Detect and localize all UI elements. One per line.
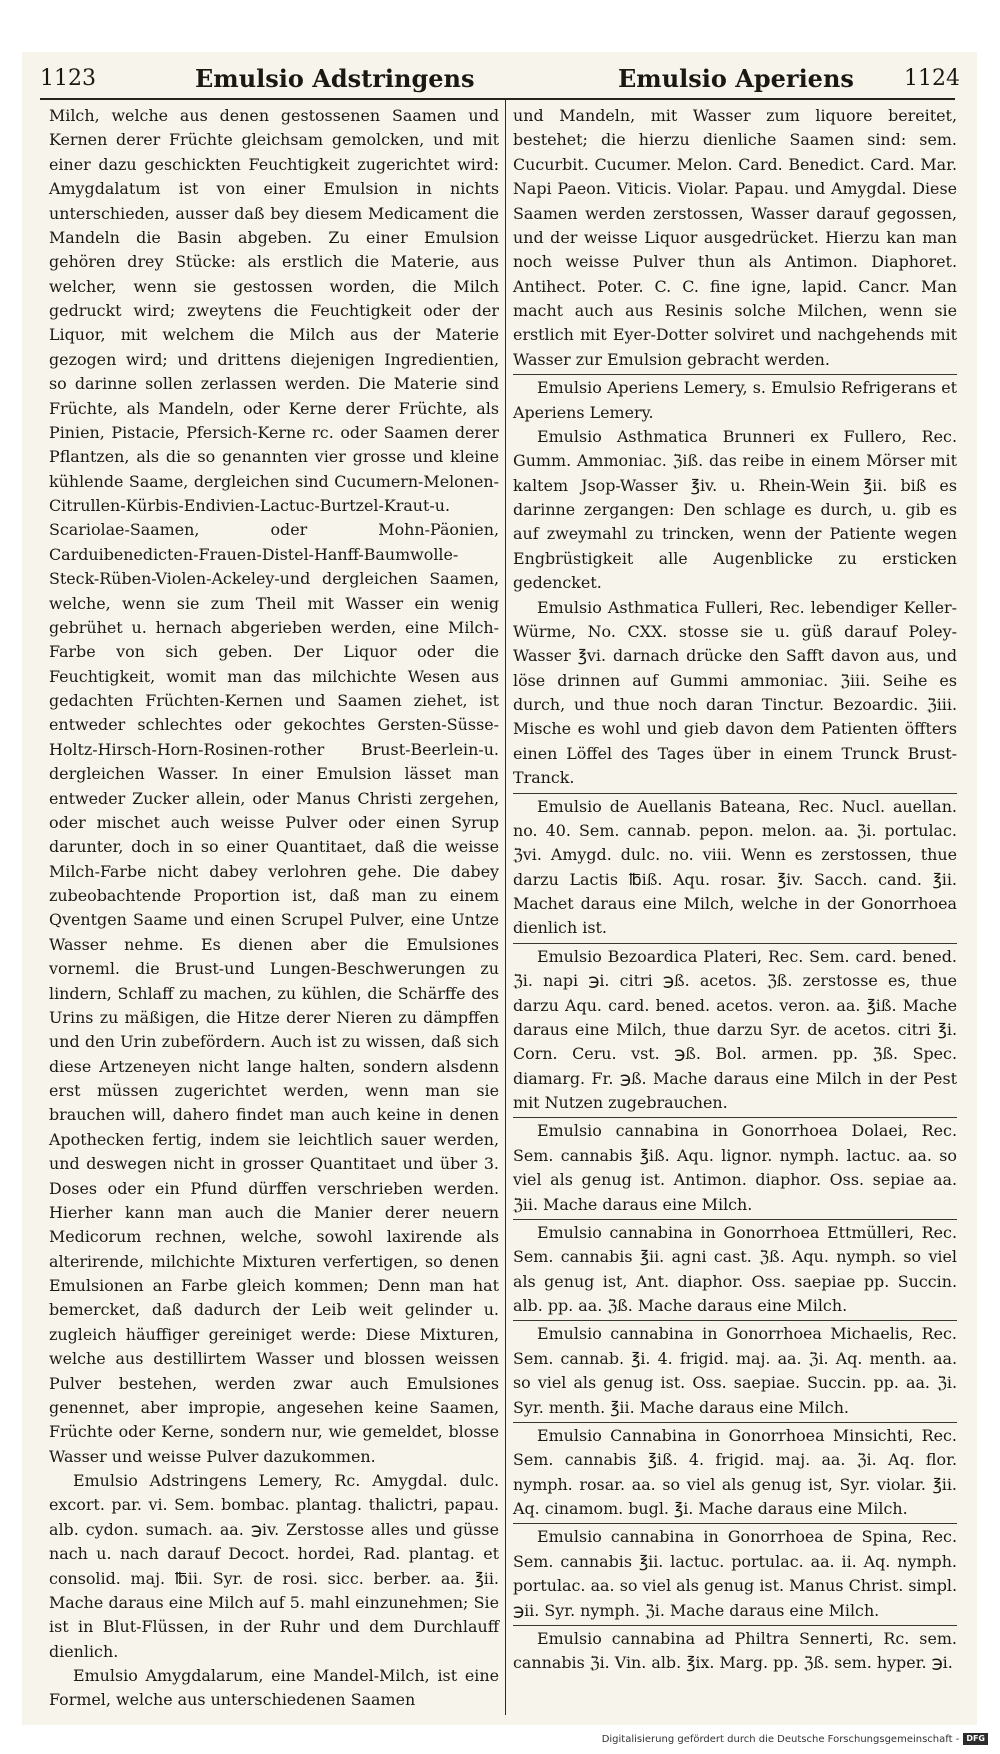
footer-text: Digitalisierung gefördert durch die Deutsche Forschungsgemeinschaft - <box>601 1733 960 1745</box>
dfg-logo: DFG <box>963 1733 988 1745</box>
entry-cannabina-minsichti: Emulsio Cannabina in Gonorrhoea Minsichti, Rec. Sem. cannabis ℥iß. 4. frigid. maj. aa. ℨi. Aq. flor. nymph. rosar. aa. so viel als genug ist, Syr. violar. ℥ii. Aq. cinamom. bugl. ℥i. Mache daraus eine Milch. <box>513 1425 957 1518</box>
right-column <box>513 104 957 1676</box>
entry-rule <box>513 1422 957 1423</box>
entry-rule <box>513 374 957 375</box>
header-rule <box>40 98 955 100</box>
entry-rule <box>513 1117 957 1118</box>
entry-bezoardica-plateri: Emulsio Bezoardica Plateri, Rec. Sem. card. bened. ℨi. napi ℈i. citri ℈ß. acetos. ℨß. zerstosse es, thue darzu Aqu. card. bened. acetos. veron. aa. ℥iß. Mache daraus eine Milch, thue darzu Syr. de acetos. citri ℥i. Corn. Ceru. vst. ℈ß. Bol. armen. pp. ℨß. Spec. diamarg. Fr. ℈ß. Mache daraus eine Milch in der Pest mit Nutzen zugebrauchen. <box>513 946 957 1112</box>
entry-cannabina-sennerti: Emulsio cannabina ad Philtra Sennerti, Rc. sem. cannabis ℨi. Vin. alb. ℥ix. Marg. pp. ℨß. sem. hyper. ℈i. <box>513 1628 957 1673</box>
entry-adstringens-lemery: Emulsio Adstringens Lemery, Rc. Amygdal. dulc. excort. par. vi. Sem. bombac. plantag. thalictri, papau. alb. cydon. sumach. aa. ℈iv. Zerstosse alles und güsse nach u. nach darauf Decoct. hordei, Rad. plantag. et consolid. maj. ℔ii. Syr. de rosi. sicc. berber. aa. ℥ii. Mache daraus eine Milch auf 5. mahl einzunehmen; Sie ist in Blut-Flüssen, in der Ruhr und dem Durchlauff dienlich. <box>49 1471 499 1661</box>
column-divider <box>505 100 506 1715</box>
header-title-right: Emulsio Aperiens <box>618 64 854 93</box>
entry-amygdalarum: Emulsio Amygdalarum, eine Mandel-Milch, ist eine Formel, welche aus unterschiedenen Saamen <box>49 1666 499 1710</box>
entry-cannabina-michaelis: Emulsio cannabina in Gonorrhoea Michaelis, Rec. Sem. cannab. ℥i. 4. frigid. maj. aa. ℨi. Aq. menth. aa. so viel als genug ist. Oss. saepiae. Succin. pp. aa. ℨi. Syr. menth. ℥ii. Mache daraus eine Milch. <box>513 1324 957 1417</box>
entry-rule <box>513 1219 957 1220</box>
entry-cannabina-ettmuelleri: Emulsio cannabina in Gonorrhoea Ettmülleri, Rec. Sem. cannabis ℥ii. agni cast. ℨß. Aqu. nymph. so viel als genug ist, Ant. diaphor. Oss. saepiae pp. Succin. alb. pp. aa. ℨß. Mache daraus eine Milch. <box>513 1222 957 1315</box>
footer-credit <box>602 1731 988 1747</box>
entry-rule <box>513 1625 957 1626</box>
header-title-left: Emulsio Adstringens <box>195 64 475 93</box>
entry-rule <box>513 1523 957 1524</box>
paragraph-emulsio-definition: Milch, welche aus denen gestossenen Saamen und Kernen derer Früchte gleichsam gemolcken, und mit einer dazu geschickten Feuchtigkeit zugerichtet wird: Amygdalatum ist von einer Emulsion in nichts unterschieden, ausser daß bey diesem Medicament die Mandeln die Basin abgeben. Zu einer Emulsion gehören drey Stücke: als erstlich die Materie, aus welcher, wenn sie gestossen worden, die Milch gedruckt wird; zweytens die Feuchtigkeit oder der Liquor, mit welchem die Milch aus der Materie gezogen wird; und drittens diejenigen Ingredientien, so darinne sollen zerlassen werden. Die Materie sind Früchte, als Mandeln, oder Kerne derer Früchte, als Pinien, Pistacie, Pfersich-Kerne rc. oder Saamen derer Pflantzen, als die so genannten vier grosse und kleine kühlende Saame, dergleichen sind Cucumern-Melonen-Citrullen-Kürbis-Endivien-Lactuc-Burtzel-Kraut-u. Scariolae-Saamen, oder Mohn-Päonien, Carduibenedicten-Frauen-Distel-Hanff-Baumwolle-Steck-Rüben-Violen-Ackeley-und dergleichen Saamen, welche, wenn sie zum Theil mit Wasser ein wenig gebrühet u. hernach abgerieben werden, eine Milch-Farbe von sich geben. Der Liquor oder die Feuchtigkeit, womit man das milchichte Wesen aus gedachten Früchten-Kernen und Saamen ziehet, ist entweder schlechtes oder gekochtes Gersten-Süsse-Holtz-Hirsch-Horn-Rosinen-rother Brust-Beerlein-u. dergleichen Wasser. In einer Emulsion lässet man entweder Zucker allein, oder Manus Christi zergehen, oder mischet auch weisse Pulver oder einen Syrup darunter, doch in so einer Quantitaet, daß die weisse Milch-Farbe nicht dabey verlohren gehe. Die dabey zubeobachtende Proportion ist, daß man zu einem Qventgen Saame und einen Scrupel Pulver, eine Untze Wasser nehme. Es dienen aber die Emulsiones vorneml. die Brust-und Lungen-Beschwerungen zu lindern, Schlaff zu machen, zu kühlen, die Schärffe des Urins zu mäßigen, die Hitze derer Nieren zu dämpffen und den Urin zubefördern. Auch ist zu wissen, daß sich diese Artzeneyen nicht lange halten, sondern alsdenn erst müssen zugerichtet werden, wenn man sie brauchen will, dahero findet man auch keine in denen Apothecken fertig, indem sie leichtlich sauer werden, und deswegen nicht in grosser Quantitaet und über 3. Doses oder ein Pfund dürffen verschrieben werden. Hierher kann man auch die Manier derer neuern Medicorum rechnen, welche, sowohl laxirende als alterirende, milchichte Mixturen verfertigen, so denen Emulsionen an Farbe gleich kommen; Denn man hat bemercket, daß dadurch der Leib weit gelinder u. zugleich häuffiger gereiniget werde: Diese Mixturen, welche aus destillirtem Wasser und blossen weissen Pulver bestehen, werden zwar auch Emulsiones genennet, aber impropie, angesehen keine Saamen, Früchte oder Kerne, sondern nur, wie gemeldet, blosse Wasser und weisse Pulver dazukommen. <box>49 106 499 1466</box>
entry-cannabina-dolaei: Emulsio cannabina in Gonorrhoea Dolaei, Rec. Sem. cannabis ℥iß. Aqu. lignor. nymph. lactuc. aa. so viel als genug ist. Antimon. diaphor. Oss. sepiae aa. ℨii. Mache daraus eine Milch. <box>513 1121 957 1214</box>
entry-rule <box>513 793 957 794</box>
paragraph-amygdalarum-continued: und Mandeln, mit Wasser zum liquore bereitet, bestehet; die hierzu dienliche Saamen sind: sem. Cucurbit. Cucumer. Melon. Card. Benedict. Card. Mar. Napi Paeon. Viticis. Violar. Papau. und Amygdal. Diese Saamen werden zerstossen, Wasser darauf gegossen, und der weisse Liquor ausgedrücket. Hierzu kan man noch weisse Pulver thun als Antimon. Diaphoret. Antihect. Poter. C. C. fine igne, lapid. Cancr. Man macht auch aus Resinis solche Milchen, wenn sie erstlich mit Eyer-Dotter solviret und nachgehends mit Wasser zur Emulsion gebracht werden. <box>513 106 957 369</box>
entry-auellanis-bateana: Emulsio de Auellanis Bateana, Rec. Nucl. auellan. no. 40. Sem. cannab. pepon. melon. aa. ℨi. portulac. ℨvi. Amygd. dulc. no. viii. Wenn es zerstossen, thue darzu Lactis ℔iß. Aqu. rosar. ℥iv. Sacch. cand. ℥ii. Machet daraus eine Milch, welche in der Gonorrhoea dienlich ist. <box>513 796 957 938</box>
running-header <box>40 62 960 98</box>
entry-rule <box>513 943 957 944</box>
entry-cannabina-spina: Emulsio cannabina in Gonorrhoea de Spina, Rec. Sem. cannabis ℥ii. lactuc. portulac. aa. ii. Aq. nymph. portulac. aa. so viel als genug ist. Manus Christ. simpl. ℈ii. Syr. nymph. ℨi. Mache daraus eine Milch. <box>513 1527 957 1620</box>
entry-asthmatica-fulleri: Emulsio Asthmatica Fulleri, Rec. lebendiger Keller-Würme, No. CXX. stosse sie u. güß darauf Poley-Wasser ℥vi. darnach drücke den Safft davon aus, und löse drinnen auf Gummi ammoniac. ℨiii. Seihe es durch, und thue noch daran Tinctur. Bezoardic. ℨiii. Mische es wohl und gieb davon dem Patienten öffters einen Löffel des Tages über in einem Trunck Brust-Tranck. <box>513 597 957 788</box>
entry-asthmatica-brunneri: Emulsio Asthmatica Brunneri ex Fullero, Rec. Gumm. Ammoniac. ℨiß. das reibe in einem Mörser mit kaltem Jsop-Wasser ℥iv. u. Rhein-Wein ℥ii. biß es darinne zergangen: Den schlage es durch, u. gib es auf zweymahl zu trincken, wenn der Patiente wegen Engbrüstigkeit alle Augenblicke zu ersticken gedencket. <box>513 426 957 593</box>
left-column <box>49 104 499 1713</box>
entry-aperiens-lemery: Emulsio Aperiens Lemery, s. Emulsio Refrigerans et Aperiens Lemery. <box>513 378 957 422</box>
page-number-right: 1124 <box>904 66 960 91</box>
page-number-left: 1123 <box>40 66 96 91</box>
entry-rule <box>513 1320 957 1321</box>
